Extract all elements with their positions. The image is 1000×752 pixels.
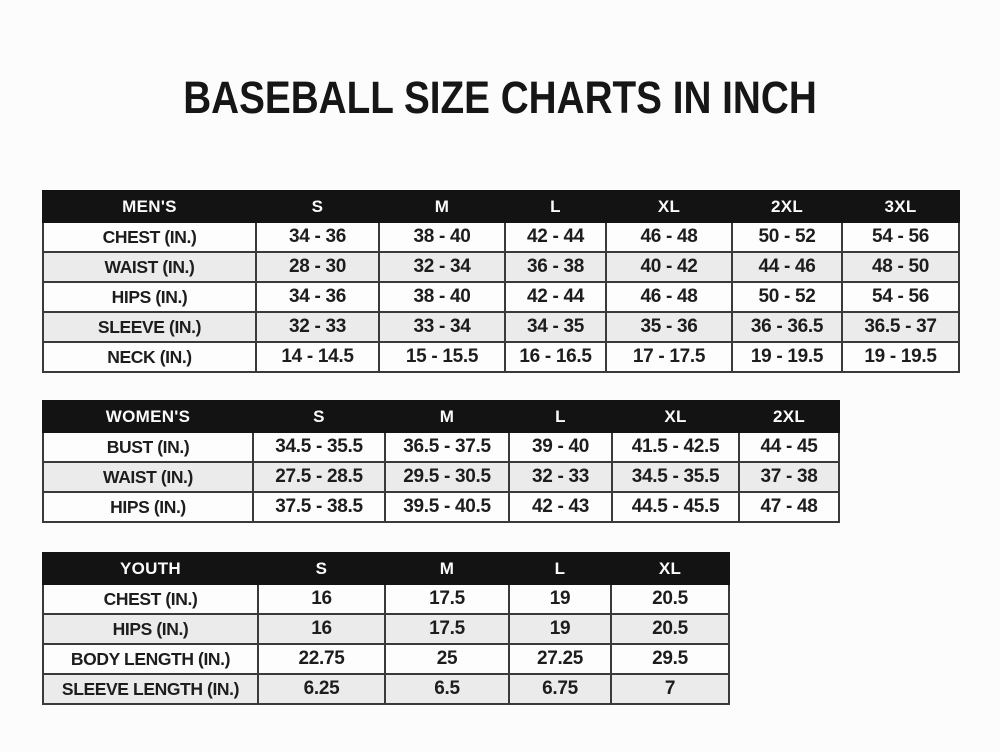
womens-row <box>43 462 839 492</box>
size-value-cell: 48 - 50 <box>842 252 959 282</box>
row-label: WAIST (IN.) <box>43 252 256 282</box>
size-value-cell: 42 - 43 <box>509 492 612 522</box>
row-label: HIPS (IN.) <box>43 282 256 312</box>
youth-row <box>43 674 729 704</box>
size-value-cell: 44 - 46 <box>732 252 842 282</box>
size-value-cell: 34.5 - 35.5 <box>253 432 385 462</box>
size-value-cell: 20.5 <box>611 614 729 644</box>
size-value-cell: 38 - 40 <box>379 282 505 312</box>
row-label: SLEEVE LENGTH (IN.) <box>43 674 258 704</box>
size-value-cell: 6.25 <box>258 674 385 704</box>
womens-column-header: L <box>509 401 612 432</box>
womens-column-header: S <box>253 401 385 432</box>
size-value-cell: 32 - 33 <box>509 462 612 492</box>
youth-column-header: S <box>258 553 385 584</box>
size-value-cell: 33 - 34 <box>379 312 505 342</box>
youth-category-header: YOUTH <box>43 553 258 584</box>
size-value-cell: 40 - 42 <box>606 252 732 282</box>
youth-row <box>43 614 729 644</box>
size-value-cell: 16 <box>258 584 385 614</box>
size-value-cell: 41.5 - 42.5 <box>612 432 739 462</box>
size-value-cell: 39.5 - 40.5 <box>385 492 509 522</box>
size-value-cell: 15 - 15.5 <box>379 342 505 372</box>
size-value-cell: 27.5 - 28.5 <box>253 462 385 492</box>
size-value-cell: 14 - 14.5 <box>256 342 379 372</box>
size-value-cell: 34 - 35 <box>505 312 606 342</box>
womens-size-table <box>42 400 840 523</box>
size-value-cell: 47 - 48 <box>739 492 839 522</box>
size-value-cell: 34 - 36 <box>256 282 379 312</box>
size-value-cell: 36.5 - 37 <box>842 312 959 342</box>
size-value-cell: 32 - 33 <box>256 312 379 342</box>
size-value-cell: 39 - 40 <box>509 432 612 462</box>
size-value-cell: 35 - 36 <box>606 312 732 342</box>
row-label: CHEST (IN.) <box>43 222 256 252</box>
womens-column-header: 2XL <box>739 401 839 432</box>
youth-size-table <box>42 552 730 705</box>
mens-column-header: S <box>256 191 379 222</box>
size-value-cell: 27.25 <box>509 644 611 674</box>
size-value-cell: 28 - 30 <box>256 252 379 282</box>
size-value-cell: 19 - 19.5 <box>732 342 842 372</box>
row-label: CHEST (IN.) <box>43 584 258 614</box>
size-value-cell: 44.5 - 45.5 <box>612 492 739 522</box>
size-value-cell: 50 - 52 <box>732 222 842 252</box>
size-value-cell: 54 - 56 <box>842 222 959 252</box>
womens-table <box>42 400 840 523</box>
row-label: BUST (IN.) <box>43 432 253 462</box>
size-value-cell: 36 - 36.5 <box>732 312 842 342</box>
size-value-cell: 7 <box>611 674 729 704</box>
size-value-cell: 29.5 <box>611 644 729 674</box>
size-value-cell: 34.5 - 35.5 <box>612 462 739 492</box>
size-value-cell: 32 - 34 <box>379 252 505 282</box>
size-value-cell: 19 - 19.5 <box>842 342 959 372</box>
size-value-cell: 17.5 <box>385 584 509 614</box>
size-value-cell: 25 <box>385 644 509 674</box>
womens-row <box>43 492 839 522</box>
size-value-cell: 42 - 44 <box>505 222 606 252</box>
row-label: NECK (IN.) <box>43 342 256 372</box>
youth-header-row <box>43 553 729 584</box>
womens-header-row <box>43 401 839 432</box>
size-value-cell: 38 - 40 <box>379 222 505 252</box>
size-value-cell: 34 - 36 <box>256 222 379 252</box>
size-value-cell: 37.5 - 38.5 <box>253 492 385 522</box>
size-value-cell: 29.5 - 30.5 <box>385 462 509 492</box>
womens-category-header: WOMEN'S <box>43 401 253 432</box>
mens-category-header: MEN'S <box>43 191 256 222</box>
mens-header-row <box>43 191 959 222</box>
mens-row <box>43 282 959 312</box>
size-value-cell: 37 - 38 <box>739 462 839 492</box>
size-value-cell: 20.5 <box>611 584 729 614</box>
youth-column-header: M <box>385 553 509 584</box>
youth-row <box>43 584 729 614</box>
row-label: HIPS (IN.) <box>43 492 253 522</box>
size-value-cell: 22.75 <box>258 644 385 674</box>
row-label: WAIST (IN.) <box>43 462 253 492</box>
size-value-cell: 46 - 48 <box>606 282 732 312</box>
mens-column-header: 3XL <box>842 191 959 222</box>
size-value-cell: 36.5 - 37.5 <box>385 432 509 462</box>
youth-table <box>42 552 730 705</box>
page-title: BASEBALL SIZE CHARTS IN INCH <box>183 72 817 123</box>
size-value-cell: 54 - 56 <box>842 282 959 312</box>
mens-row <box>43 252 959 282</box>
youth-column-header: XL <box>611 553 729 584</box>
mens-row <box>43 312 959 342</box>
youth-column-header: L <box>509 553 611 584</box>
size-value-cell: 42 - 44 <box>505 282 606 312</box>
mens-column-header: XL <box>606 191 732 222</box>
womens-row <box>43 432 839 462</box>
size-value-cell: 6.5 <box>385 674 509 704</box>
size-value-cell: 6.75 <box>509 674 611 704</box>
size-value-cell: 19 <box>509 584 611 614</box>
mens-column-header: 2XL <box>732 191 842 222</box>
row-label: HIPS (IN.) <box>43 614 258 644</box>
size-value-cell: 17.5 <box>385 614 509 644</box>
mens-column-header: L <box>505 191 606 222</box>
row-label: SLEEVE (IN.) <box>43 312 256 342</box>
womens-column-header: M <box>385 401 509 432</box>
size-value-cell: 36 - 38 <box>505 252 606 282</box>
womens-column-header: XL <box>612 401 739 432</box>
mens-table <box>42 190 960 373</box>
size-value-cell: 17 - 17.5 <box>606 342 732 372</box>
youth-row <box>43 644 729 674</box>
mens-row <box>43 222 959 252</box>
mens-size-table <box>42 190 960 373</box>
row-label: BODY LENGTH (IN.) <box>43 644 258 674</box>
mens-column-header: M <box>379 191 505 222</box>
size-value-cell: 19 <box>509 614 611 644</box>
size-value-cell: 44 - 45 <box>739 432 839 462</box>
size-value-cell: 50 - 52 <box>732 282 842 312</box>
size-value-cell: 16 - 16.5 <box>505 342 606 372</box>
mens-row <box>43 342 959 372</box>
size-value-cell: 46 - 48 <box>606 222 732 252</box>
size-value-cell: 16 <box>258 614 385 644</box>
